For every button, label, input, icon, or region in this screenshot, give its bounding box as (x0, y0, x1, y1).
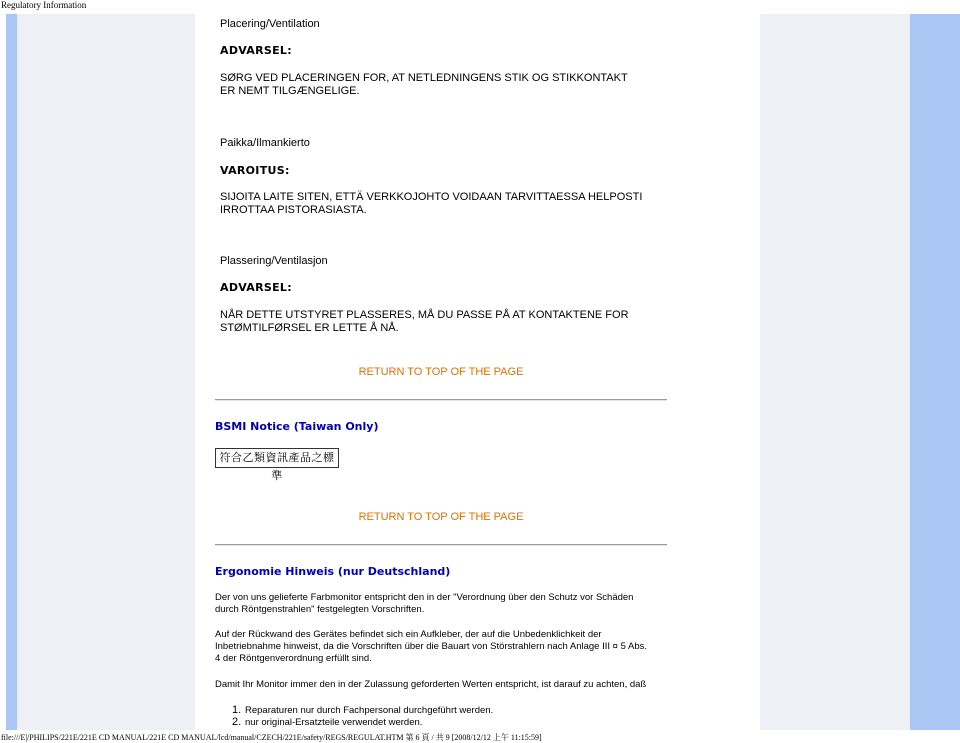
norway-warning-line-1: NÅR DETTE UTSTYRET PLASSERES, MÅ DU PASSE PÅ AT KONTAKTENE FOR (220, 309, 629, 321)
left-blue-stripe (6, 14, 17, 730)
ergonomie-paragraph-1-line-2: durch Röntgenstrahlen" festgelegten Vorschriften. (215, 604, 425, 615)
ergonomie-paragraph-2-line-3: 4 der Röntgenverordnung erfüllt sind. (215, 653, 372, 664)
left-grey-panel (17, 14, 195, 730)
print-header-title: Regulatory Information (1, 0, 87, 10)
section-divider (215, 399, 667, 401)
return-to-top-link[interactable]: RETURN TO TOP OF THE PAGE (358, 366, 524, 378)
norway-warning-label: ADVARSEL: (220, 281, 292, 294)
finland-warning-line-1: SIJOITA LAITE SITEN, ETTÄ VERKKOJOHTO VOIDAAN TARVITTAESSA HELPOSTI (220, 191, 643, 203)
bsmi-heading: BSMI Notice (Taiwan Only) (215, 420, 379, 433)
ergonomie-paragraph-1-line-1: Der von uns gelieferte Farbmonitor entspricht den in der "Verordnung über den Schutz vor Schäden (215, 592, 634, 603)
ergonomie-paragraph-2-line-1: Auf der Rückwand des Gerätes befindet sich ein Aufkleber, der auf die Unbedenklichkeit der (215, 629, 602, 640)
finland-warning-line-2: IRROTTAA PISTORASIASTA. (220, 204, 367, 216)
return-to-top-link[interactable]: RETURN TO TOP OF THE PAGE (358, 511, 524, 523)
print-footer-path: file:///E|/PHILIPS/221E/221E CD MANUAL/221E CD MANUAL/lcd/manual/CZECH/221E/safety/REGS/REGULAT.HTM 第 6 頁 / 共 9 [2008/12/12 上午 11:15:59] (1, 733, 542, 742)
bsmi-stamp: 符合乙類資訊產品之標準 (215, 448, 339, 468)
denmark-heading: Placering/Ventilation (220, 18, 320, 30)
finland-heading: Paikka/Ilmankierto (220, 137, 310, 149)
denmark-warning-line-2: ER NEMT TILGÆNGELIGE. (220, 85, 360, 97)
list-item-number: 1. (232, 704, 242, 716)
right-blue-stripe (910, 14, 960, 730)
ergonomie-heading: Ergonomie Hinweis (nur Deutschland) (215, 565, 451, 578)
denmark-warning-label: ADVARSEL: (220, 44, 292, 57)
denmark-warning-line-1: SØRG VED PLACERINGEN FOR, AT NETLEDNINGENS STIK OG STIKKONTAKT (220, 72, 628, 84)
list-item: nur original-Ersatzteile verwendet werden. (245, 717, 423, 728)
right-grey-panel (760, 14, 910, 730)
norway-warning-line-2: STØMTILFØRSEL ER LETTE Å NÅ. (220, 322, 399, 334)
section-divider (215, 544, 667, 546)
ergonomie-paragraph-2-line-2: Inbetriebnahme hinweist, da die Vorschriften über die Bauart von Störstrahlern nach Anlage III ¤ 5 Abs. (215, 641, 647, 652)
list-item-number: 2. (232, 716, 242, 728)
norway-heading: Plassering/Ventilasjon (220, 255, 328, 267)
ergonomie-paragraph-3: Damit Ihr Monitor immer den in der Zulassung geforderten Werten entspricht, ist darauf zu achten, daß (215, 679, 647, 690)
finland-warning-label: VAROITUS: (220, 164, 290, 177)
list-item: Reparaturen nur durch Fachpersonal durchgeführt werden. (245, 705, 494, 716)
main-content (195, 14, 760, 730)
